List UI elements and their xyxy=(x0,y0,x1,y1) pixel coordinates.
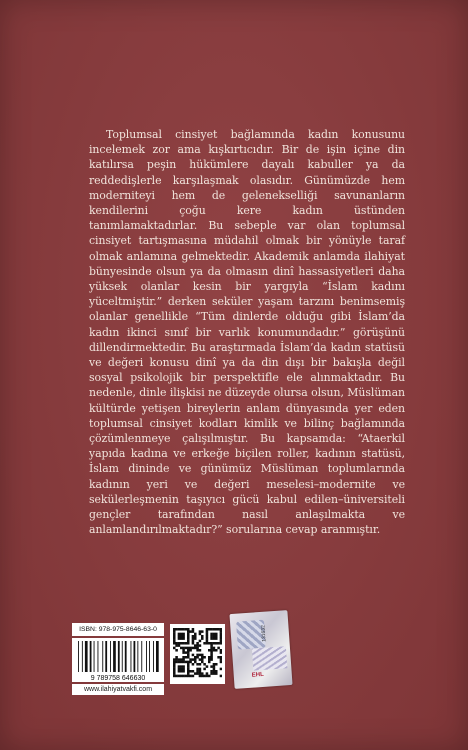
qr-module xyxy=(206,635,209,638)
barcode-number: 9 789758 646630 xyxy=(90,675,146,682)
qr-module xyxy=(215,637,218,640)
qr-module xyxy=(173,661,176,664)
qr-module xyxy=(220,633,222,636)
qr-module xyxy=(210,637,213,640)
qr-module xyxy=(178,668,181,671)
qr-module xyxy=(194,633,197,636)
barcode-bar xyxy=(110,641,111,672)
qr-module xyxy=(175,658,178,661)
qr-module xyxy=(178,635,181,638)
qr-module xyxy=(194,656,197,659)
qr-module xyxy=(187,647,190,650)
qr-module xyxy=(199,644,202,647)
qr-module xyxy=(210,654,213,657)
qr-module xyxy=(178,675,181,678)
qr-module xyxy=(199,640,202,643)
qr-module xyxy=(187,672,190,675)
qr-module xyxy=(178,661,181,664)
qr-module xyxy=(201,675,204,678)
qr-module xyxy=(178,644,181,647)
qr-module xyxy=(187,675,190,678)
qr-module xyxy=(173,658,176,661)
qr-module xyxy=(201,635,204,638)
qr-module xyxy=(201,654,204,657)
qr-module xyxy=(178,670,181,673)
qr-module xyxy=(201,656,204,659)
qr-module xyxy=(185,628,188,631)
qr-module xyxy=(173,647,176,650)
qr-module xyxy=(206,665,209,668)
qr-module xyxy=(187,654,190,657)
qr-module xyxy=(215,670,218,673)
qr-module xyxy=(173,670,176,673)
qr-module xyxy=(220,649,222,652)
qr-module xyxy=(203,663,206,666)
qr-module xyxy=(189,675,192,678)
qr-module xyxy=(182,661,185,664)
qr-module xyxy=(182,665,185,668)
barcode xyxy=(72,638,164,682)
qr-module xyxy=(175,642,178,645)
qr-module xyxy=(220,640,222,643)
sticker-stamp: EHL xyxy=(251,671,264,679)
barcode-bar xyxy=(118,641,120,672)
qr-module xyxy=(180,642,183,645)
qr-module xyxy=(220,651,222,654)
qr-module xyxy=(173,665,176,668)
qr-module xyxy=(217,647,220,650)
qr-module xyxy=(199,668,202,671)
qr-module xyxy=(187,637,190,640)
qr-module xyxy=(220,635,222,638)
qr-module xyxy=(206,672,209,675)
qr-module xyxy=(178,642,181,645)
qr-module xyxy=(220,656,222,659)
qr-module xyxy=(178,633,181,636)
qr-module xyxy=(192,628,195,631)
qr-module xyxy=(182,635,185,638)
qr-module xyxy=(173,675,176,678)
qr-module xyxy=(182,642,185,645)
barcode-bar xyxy=(113,641,116,672)
qr-module xyxy=(194,658,197,661)
qr-module xyxy=(185,642,188,645)
qr-module xyxy=(196,644,199,647)
qr-module xyxy=(203,656,206,659)
qr-module xyxy=(210,642,213,645)
qr-module xyxy=(213,642,216,645)
qr-module xyxy=(213,670,216,673)
barcode-bar xyxy=(131,641,132,672)
qr-module xyxy=(213,668,216,671)
qr-module xyxy=(185,661,188,664)
qr-module xyxy=(180,668,183,671)
qr-module xyxy=(178,628,181,631)
qr-module xyxy=(194,661,197,664)
qr-module xyxy=(187,642,190,645)
barcode-bar xyxy=(85,641,88,672)
qr-module xyxy=(199,658,202,661)
qr-module xyxy=(178,665,181,668)
qr-module xyxy=(187,661,190,664)
qr-module xyxy=(192,635,195,638)
blurb-paragraph: Toplumsal cinsiyet bağlamında kadın konusunu incelemek zor ama kışkırtıcıdır. Bir de işin içine din katılırsa peşin hükümlere dayalı kabuller ya da reddedişlerle karşılaşmak olasıdır. Günümüzde hem moderniteyi hem de gelenekselliği savunanların kendilerini çoğu kere kadın üstünden tanımlamaktadırlar. Bu sebeple var olan toplumsal cinsiyet tartışmasına müdahil olmak bir yönüyle taraf olmak anlamına gelmektedir. Akademik anlamda ilahiyat bünyesinde olsun ya da olmasın dinî hassasiyetleri daha yüksek olanlar kesin bir yargıyla “İslam kadını yüceltmiştir.” derken seküler yaşam tarzını benimsemiş olanlar genellikle “Tüm dinlerde olduğu gibi İslam’da kadın ikinci sınıf bir varlık konumundadır.” görüşünü dillendirmektedir. Bu araştırmada İslam’da kadın statüsü ve değeri konusu dinî ya da din dışı bir bakışla değil sosyal psikolojik bir perspektifle ele alınmaktadır. Bu nedenle, dinle ilişkisi ne düzeyde olursa olsun, Müslüman kültürde yetişen bireylerin anlam dünyasında yer eden toplumsal cinsiyet kodları kimlik ve bilinç bağlamında çözümlenmeye çalışılmıştır. Bu kapsamda: “Ataerkil yapıda kadına ve erkeğe biçilen roller, kadının statüsü, İslam dininde ve günümüz Müslüman toplumlarında kadının yeri ve değeri meselesi–modernite ve sekülerleşmenin taşıyıcı gücü kabul edilen–üniversiteli gençler tarafından nasıl anlaşılmakta ve anlamlandırılmaktadır?” sorularına cevap aranmıştır. xyxy=(89,128,405,537)
isbn-barcode-block xyxy=(72,623,164,695)
qr-module xyxy=(217,642,220,645)
qr-module xyxy=(192,670,195,673)
qr-module xyxy=(196,649,199,652)
hologram-pattern-secondary xyxy=(252,646,287,670)
qr-module xyxy=(194,635,197,638)
qr-module xyxy=(215,649,218,652)
qr-module xyxy=(180,637,183,640)
qr-module xyxy=(182,658,185,661)
qr-module xyxy=(210,633,213,636)
qr-module xyxy=(182,633,185,636)
qr-module xyxy=(220,658,222,661)
qr-module xyxy=(187,663,190,666)
qr-module xyxy=(182,656,185,659)
qr-module xyxy=(220,630,222,633)
qr-module xyxy=(175,649,178,652)
qr-module xyxy=(194,637,197,640)
qr-module xyxy=(185,647,188,650)
qr-module xyxy=(178,658,181,661)
qr-module xyxy=(201,637,204,640)
qr-module xyxy=(203,675,206,678)
qr-module xyxy=(220,661,222,664)
qr-module xyxy=(206,637,209,640)
qr-module xyxy=(182,637,185,640)
qr-module xyxy=(213,649,216,652)
qr-module xyxy=(192,654,195,657)
barcode-bar xyxy=(153,641,154,672)
qr-module xyxy=(180,675,183,678)
qr-module xyxy=(201,658,204,661)
qr-module xyxy=(180,670,183,673)
qr-module xyxy=(196,642,199,645)
qr-module xyxy=(220,675,222,678)
qr-module xyxy=(187,635,190,638)
qr-module xyxy=(185,651,188,654)
qr-module xyxy=(203,642,206,645)
qr-module xyxy=(210,628,213,631)
qr-code xyxy=(170,624,225,684)
qr-module xyxy=(173,672,176,675)
qr-module xyxy=(208,649,211,652)
qr-module xyxy=(175,661,178,664)
qr-module xyxy=(173,633,176,636)
qr-module xyxy=(203,668,206,671)
qr-module xyxy=(215,628,218,631)
publisher-url: www.ilahiyatvakfi.com xyxy=(72,684,164,695)
qr-module xyxy=(210,651,213,654)
qr-module xyxy=(187,633,190,636)
barcode-bar xyxy=(156,641,159,672)
qr-module xyxy=(210,635,213,638)
qr-module xyxy=(210,670,213,673)
qr-module xyxy=(208,675,211,678)
qr-module xyxy=(213,635,216,638)
qr-code-graphic xyxy=(173,628,222,680)
qr-module xyxy=(196,663,199,666)
qr-module xyxy=(210,665,213,668)
qr-module xyxy=(206,675,209,678)
qr-module xyxy=(220,642,222,645)
qr-module xyxy=(180,658,183,661)
qr-module xyxy=(206,642,209,645)
qr-module xyxy=(175,675,178,678)
qr-module xyxy=(182,628,185,631)
qr-module xyxy=(208,642,211,645)
qr-module xyxy=(215,642,218,645)
qr-module xyxy=(206,630,209,633)
qr-module xyxy=(213,665,216,668)
qr-module xyxy=(220,628,222,631)
barcode-bar xyxy=(82,641,83,672)
qr-module xyxy=(215,633,218,636)
qr-module xyxy=(189,649,192,652)
qr-module xyxy=(189,661,192,664)
qr-module xyxy=(175,656,178,659)
qr-module xyxy=(192,637,195,640)
barcode-bar xyxy=(137,641,138,672)
qr-module xyxy=(208,661,211,664)
qr-module xyxy=(210,644,213,647)
qr-module xyxy=(189,647,192,650)
qr-module xyxy=(185,656,188,659)
barcode-bar xyxy=(125,641,127,672)
hologram-banderole-sticker xyxy=(229,610,292,689)
barcode-bar xyxy=(78,641,79,672)
qr-module xyxy=(180,633,183,636)
qr-module xyxy=(187,628,190,631)
qr-module xyxy=(180,665,183,668)
qr-module xyxy=(173,642,176,645)
qr-module xyxy=(199,649,202,652)
qr-module xyxy=(213,637,216,640)
qr-module xyxy=(215,635,218,638)
qr-module xyxy=(196,668,199,671)
isbn-label: ISBN: 978-975-8646-63-0 xyxy=(72,623,164,636)
qr-module xyxy=(180,635,183,638)
qr-module xyxy=(173,663,176,666)
qr-module xyxy=(187,668,190,671)
qr-module xyxy=(192,663,195,666)
qr-module xyxy=(199,654,202,657)
qr-module xyxy=(213,633,216,636)
qr-module xyxy=(192,675,195,678)
qr-module xyxy=(206,640,209,643)
qr-module xyxy=(210,647,213,650)
barcode-graphic xyxy=(72,638,164,682)
qr-module xyxy=(189,630,192,633)
qr-module xyxy=(189,658,192,661)
qr-module xyxy=(187,670,190,673)
qr-module xyxy=(173,635,176,638)
qr-module xyxy=(182,649,185,652)
qr-module xyxy=(187,640,190,643)
qr-module xyxy=(210,658,213,661)
qr-module xyxy=(192,640,195,643)
qr-module xyxy=(173,668,176,671)
qr-module xyxy=(192,647,195,650)
qr-module xyxy=(217,628,220,631)
qr-module xyxy=(187,649,190,652)
qr-module xyxy=(213,647,216,650)
qr-module xyxy=(208,658,211,661)
barcode-bar xyxy=(98,641,99,672)
qr-module xyxy=(194,672,197,675)
qr-module xyxy=(199,630,202,633)
qr-module xyxy=(173,640,176,643)
qr-module xyxy=(213,663,216,666)
qr-module xyxy=(175,628,178,631)
qr-module xyxy=(182,668,185,671)
barcode-bar xyxy=(146,641,147,672)
qr-module xyxy=(192,642,195,645)
qr-module xyxy=(192,658,195,661)
qr-module xyxy=(187,651,190,654)
qr-module xyxy=(206,633,209,636)
qr-module xyxy=(210,649,213,652)
qr-module xyxy=(208,656,211,659)
qr-module xyxy=(199,663,202,666)
qr-module xyxy=(217,656,220,659)
qr-module xyxy=(196,656,199,659)
qr-module xyxy=(199,675,202,678)
qr-module xyxy=(180,628,183,631)
back-cover-blurb xyxy=(89,127,405,537)
sticker-serial: 131632 xyxy=(260,624,268,642)
barcode-bar xyxy=(141,641,142,672)
barcode-bar xyxy=(102,641,103,672)
qr-module xyxy=(210,656,213,659)
qr-module xyxy=(206,628,209,631)
qr-module xyxy=(208,628,211,631)
qr-module xyxy=(187,656,190,659)
qr-module xyxy=(196,670,199,673)
qr-module xyxy=(199,670,202,673)
qr-module xyxy=(192,630,195,633)
qr-module xyxy=(173,628,176,631)
qr-module xyxy=(210,672,213,675)
qr-module xyxy=(178,637,181,640)
qr-module xyxy=(180,661,183,664)
qr-module xyxy=(213,628,216,631)
qr-module xyxy=(182,647,185,650)
barcode-bar xyxy=(90,641,92,672)
qr-module xyxy=(196,647,199,650)
qr-module xyxy=(220,668,222,671)
qr-module xyxy=(215,663,218,666)
qr-module xyxy=(201,630,204,633)
qr-module xyxy=(182,670,185,673)
barcode-bar xyxy=(105,641,107,672)
qr-module xyxy=(199,672,202,675)
qr-module xyxy=(187,665,190,668)
qr-module xyxy=(215,672,218,675)
qr-module xyxy=(173,630,176,633)
qr-module xyxy=(201,672,204,675)
qr-module xyxy=(213,672,216,675)
qr-module xyxy=(201,661,204,664)
qr-module xyxy=(194,647,197,650)
qr-module xyxy=(180,647,183,650)
qr-module xyxy=(220,637,222,640)
barcode-bar xyxy=(134,641,136,672)
barcode-bar xyxy=(94,641,95,672)
barcode-bar xyxy=(122,641,123,672)
qr-module xyxy=(196,672,199,675)
qr-module xyxy=(187,630,190,633)
qr-module xyxy=(189,670,192,673)
qr-module xyxy=(173,637,176,640)
qr-module xyxy=(199,633,202,636)
qr-module xyxy=(194,644,197,647)
qr-module xyxy=(182,651,185,654)
barcode-bar xyxy=(149,641,150,672)
qr-module xyxy=(182,675,185,678)
qr-module xyxy=(175,644,178,647)
qr-module xyxy=(196,654,199,657)
qr-module xyxy=(185,675,188,678)
